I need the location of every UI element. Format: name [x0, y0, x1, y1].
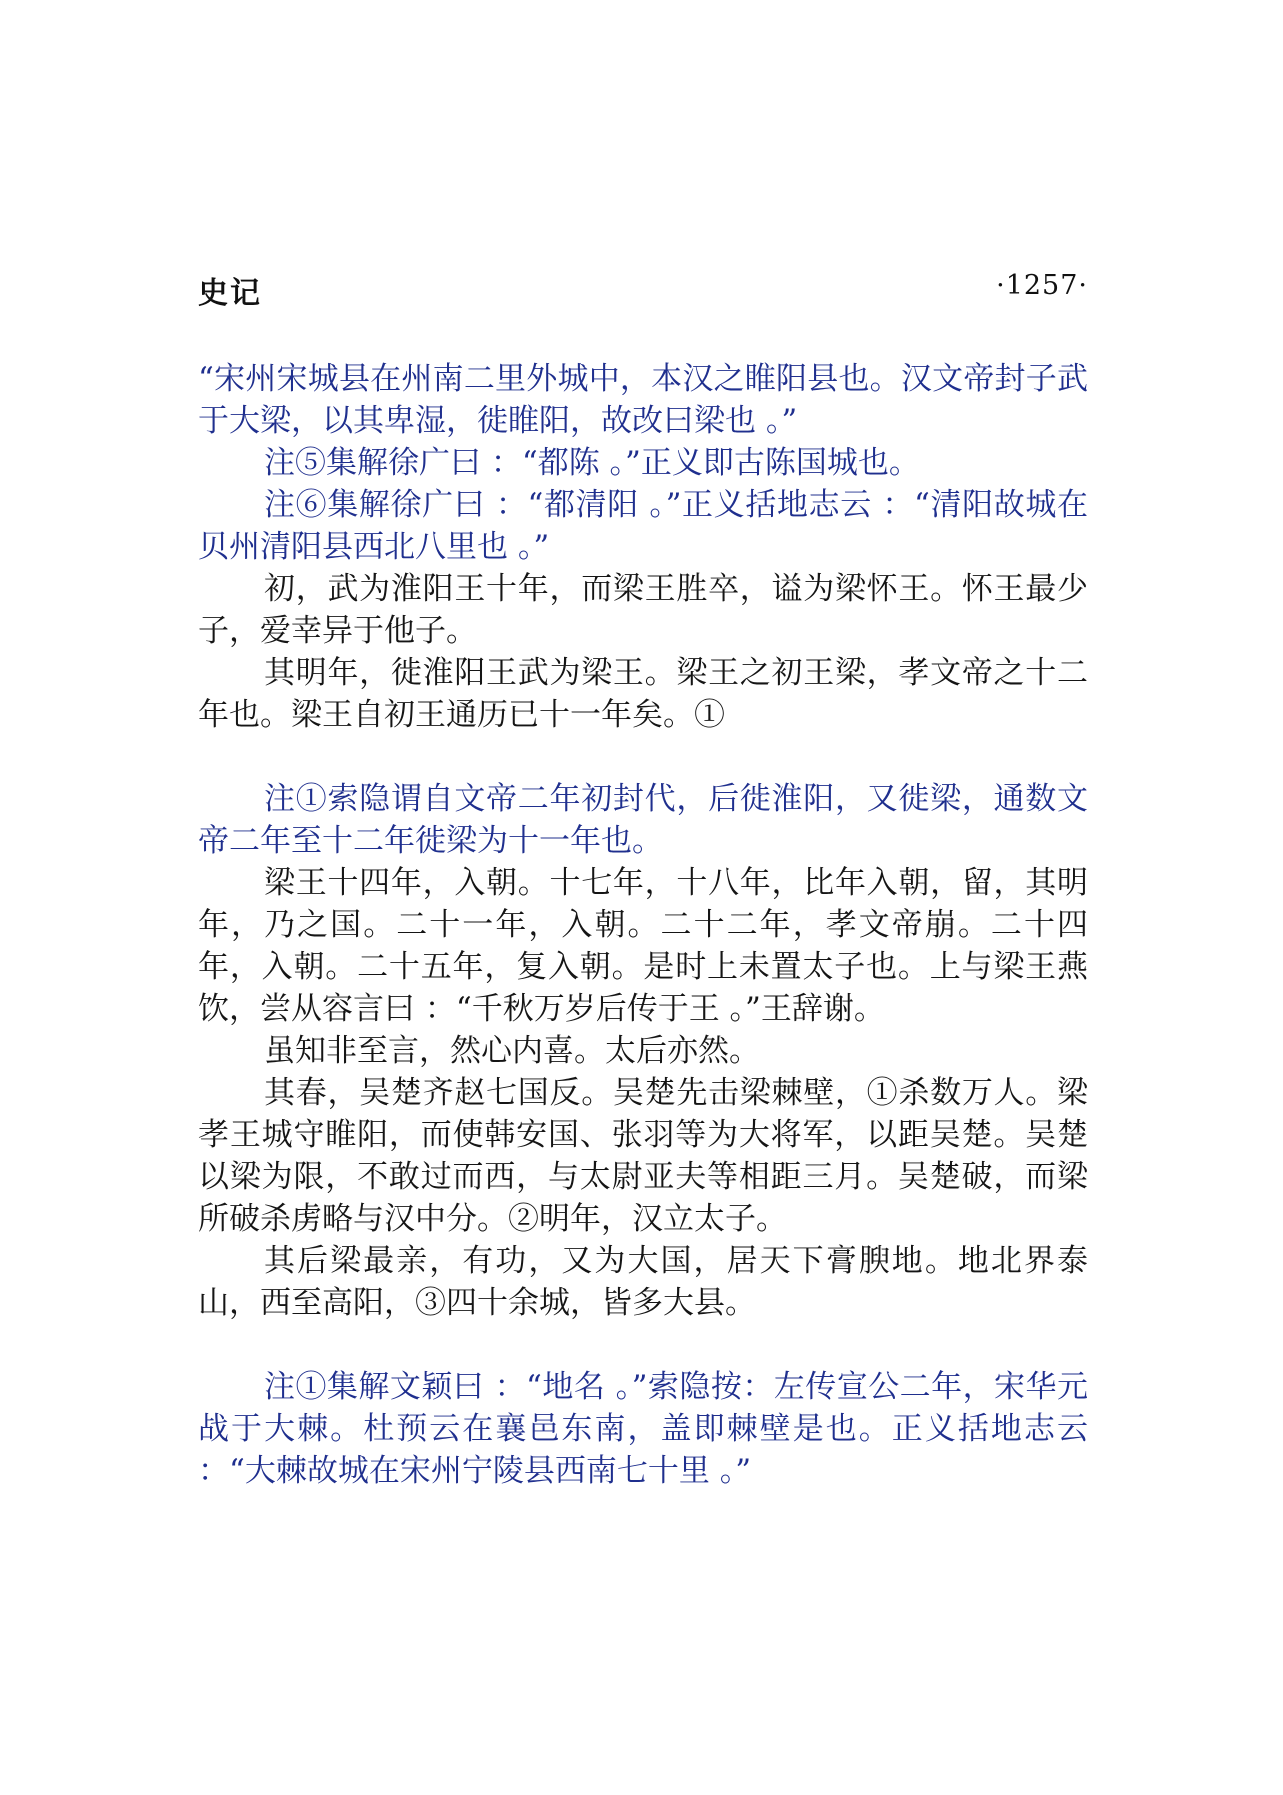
main-paragraph: 其春，吴楚齐赵七国反。吴楚先击梁棘壁，①杀数万人。梁孝王城守睢阳，而使韩安国、张羽等为大将军，以距吴楚。吴楚以梁为限，不敢过而西，与太尉亚夫等相距三月。吴楚破，而梁所破杀虏略与汉中分。②明年，汉立太子。 [198, 1075, 1088, 1237]
page-header [198, 268, 1088, 316]
note-paragraph: 注①索隐谓自文帝二年初封代，后徙淮阳，又徙梁，通数文帝二年至十二年徙梁为十一年也。 [198, 781, 1088, 859]
main-paragraph: 初，武为淮阳王十年，而梁王胜卒，谥为梁怀王。怀王最少子，爱幸异于他子。 [198, 571, 1088, 649]
main-paragraph: 其明年，徙淮阳王武为梁王。梁王之初王梁，孝文帝之十二年也。梁王自初王通历已十一年矣。① [198, 655, 1088, 733]
note-paragraph: “宋州宋城县在州南二里外城中，本汉之睢阳县也。汉文帝封子武于大梁，以其卑湿，徙睢阳，故改曰梁也 。” [198, 361, 1088, 439]
note-paragraph: 注①集解文颖曰 ：“地名 。”索隐按：左传宣公二年，宋华元战于大棘。杜预云在襄邑东南，盖即棘壁是也。正义括地志云 ：“大棘故城在宋州宁陵县西南七十里 。” [198, 1369, 1088, 1489]
page [198, 268, 1088, 1492]
note-paragraph: 注⑤集解徐广曰 ：“都陈 。”正义即古陈国城也。 [264, 445, 920, 481]
main-paragraph: 梁王十四年，入朝。十七年，十八年，比年入朝，留，其明年，乃之国。二十一年，入朝。二十二年，孝文帝崩。二十四年，入朝。二十五年，复入朝。是时上未置太子也。上与梁王燕饮，尝从容言曰 ：“千秋万岁后传于王 。”王辞谢。 [198, 865, 1088, 1027]
page-number: ·1257· [996, 270, 1088, 301]
main-paragraph: 其后梁最亲，有功，又为大国，居天下膏腴地。地北界泰山，西至高阳，③四十余城，皆多大县。 [198, 1243, 1088, 1321]
book-title: 史记 [198, 276, 262, 311]
note-paragraph: 注⑥集解徐广曰 ：“都清阳 。”正义括地志云 ：“清阳故城在贝州清阳县西北八里也 。” [198, 487, 1088, 565]
main-paragraph: 虽知非至言，然心内喜。太后亦然。 [264, 1033, 760, 1069]
page-body [198, 358, 1088, 1492]
